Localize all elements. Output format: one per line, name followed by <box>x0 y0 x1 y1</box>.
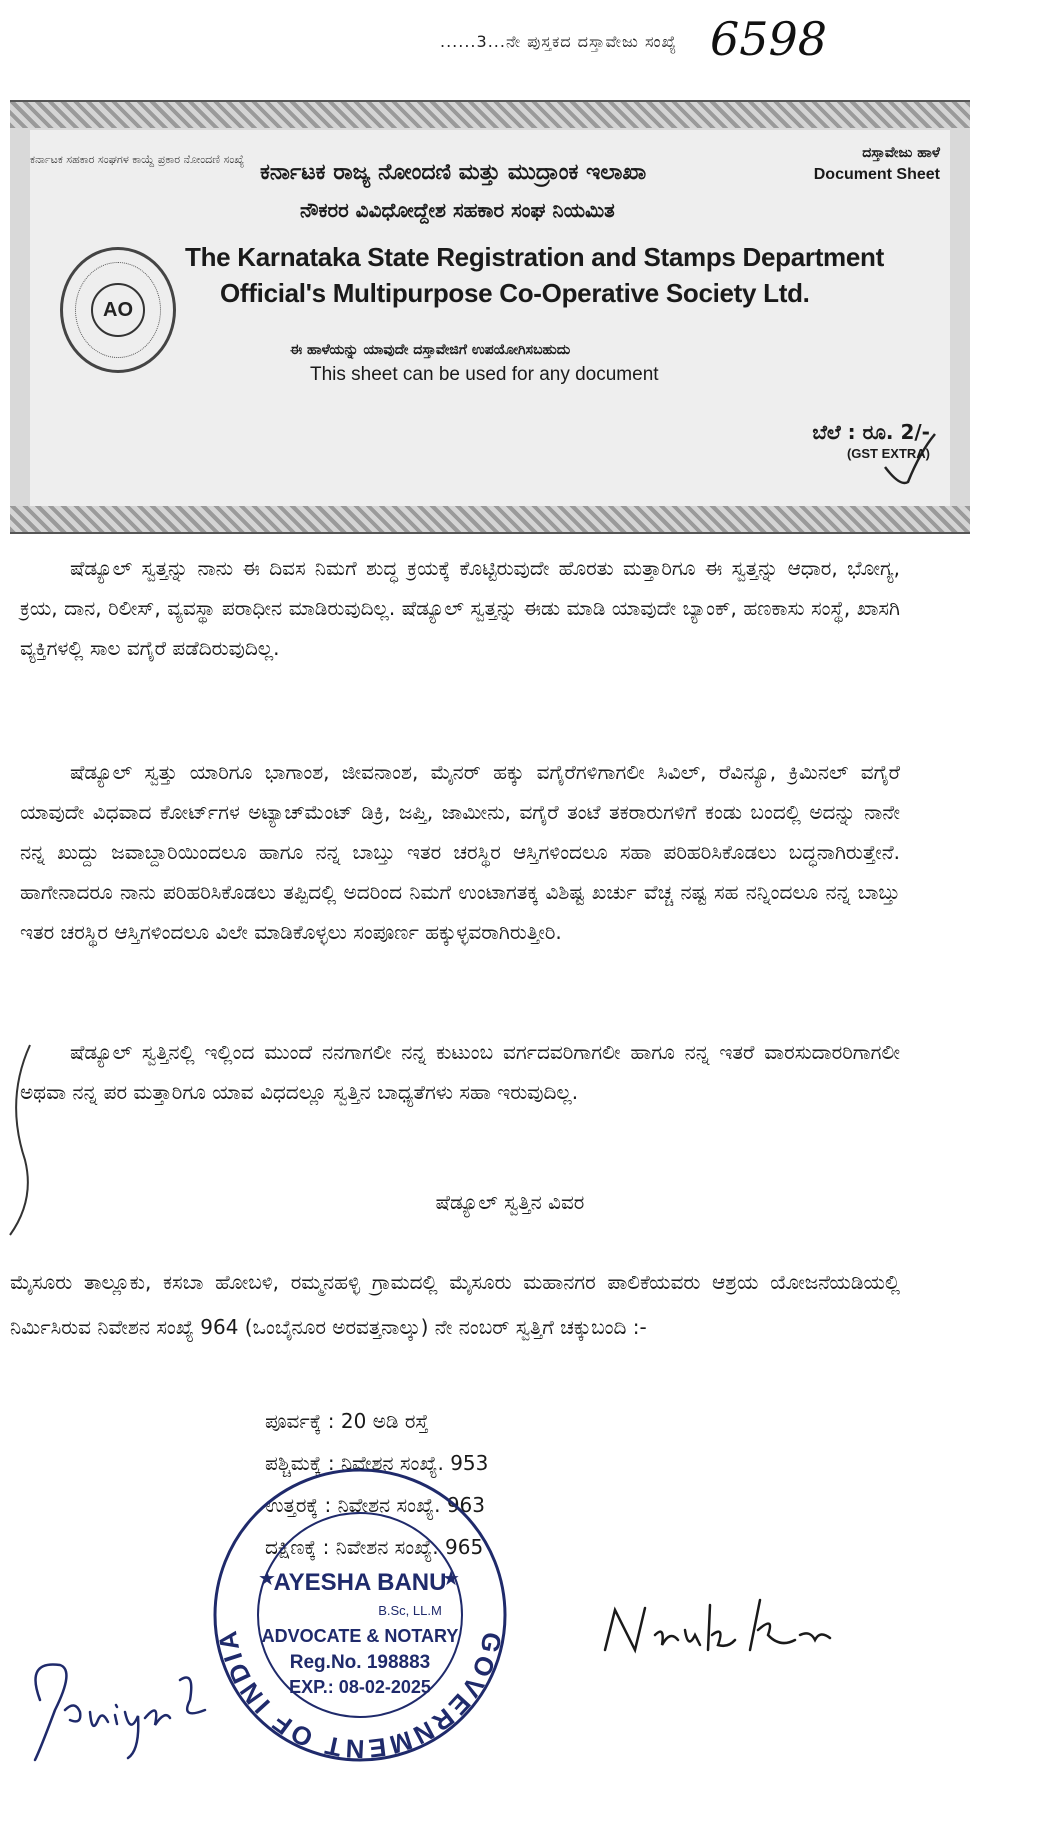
margin-bracket-icon <box>0 1040 40 1240</box>
handwritten-document-number <box>440 12 860 78</box>
document-sheet-header <box>10 100 970 534</box>
notary-reg: Reg.No. 198883 <box>289 1652 431 1673</box>
paragraph-3: ಷೆಡ್ಯೂಲ್ ಸ್ವತ್ತಿನಲ್ಲಿ ಇಲ್ಲಿಂದ ಮುಂದೆ ನನಗಾಗಲೀ ನನ್ನ ಕುಟುಂಬ ವರ್ಗದವರಿಗಾಗಲೀ ಹಾಗೂ ನನ್ನ ಇತರೆ ವಾರಸುದಾರರಿಗಾಗಲೀ ಅಥವಾ ನನ್ನ ಪರ ಮತ್ತಾರಿಗೂ ಯಾವ ವಿಧದಲ್ಲೂ ಸ್ವತ್ತಿನ ಬಾಧ್ಯತೆಗಳು ಸಹಾ ಇರುವುದಿಲ್ಲ. <box>20 1040 900 1104</box>
stamp-ring-text: GOVERNMENT OF INDIA <box>211 1625 508 1765</box>
notary-expiry: EXP.: 08-02-2025 <box>289 1677 431 1697</box>
title-kannada-2: ನೌಕರರ ವಿವಿಧೋದ್ದೇಶ ಸಹಕಾರ ಸಂಘ ನಿಯಮಿತ <box>300 198 615 222</box>
boundary-label: ಪೂರ್ವಕ್ಕೆ : <box>265 1409 335 1433</box>
paragraph-2: ಷೆಡ್ಯೂಲ್ ಸ್ವತ್ತು ಯಾರಿಗೂ ಭಾಗಾಂಶ, ಜೀವನಾಂಶ, ಮೈನರ್ ಹಕ್ಕು ವಗೈರೆಗಳಿಗಾಗಲೀ ಸಿವಿಲ್, ರೆವಿನ್ಯೂ, ಕ್ರಿಮಿನಲ್ ವಗೈರೆ ಯಾವುದೇ ವಿಧವಾದ ಕೋರ್ಟ್‌ಗಳ ಅಟ್ಯಾಚ್‌ಮೆಂಟ್ ಡಿಕ್ರಿ, ಜಪ್ತಿ, ಜಾಮೀನು, ವಗೈರೆ ತಂಟೆ ತಕರಾರುಗಳಿಗೆ ಕಂಡು ಬಂದಲ್ಲಿ ಅದನ್ನು ನಾನೇ ನನ್ನ ಖುದ್ದು ಜವಾಬ್ದಾರಿಯಿಂದಲೂ ಹಾಗೂ ನನ್ನ ಬಾಬ್ತು ಇತರ ಚರಸ್ಥಿರ ಆಸ್ತಿಗಳಿಂದಲೂ ಸಹಾ ಪರಿಹರಿಸಿಕೊಡಲು ಬದ್ಧನಾಗಿರುತ್ತೇನೆ. ಹಾಗೇನಾದರೂ ನಾನು ಪರಿಹರಿಸಿಕೊಡಲು ತಪ್ಪಿದಲ್ಲಿ ಅದರಿಂದ ನಿಮಗೆ ಉಂಟಾಗತಕ್ಕ ವಿಶಿಷ್ಟ ಖರ್ಚು ವೆಚ್ಚ ನಷ್ಟ ಸಹ ನನ್ನಿಂದಲೂ ನನ್ನ ಬಾಬ್ತು ಇತರ ಚರಸ್ಥಿರ ಆಸ್ತಿಗಳಿಂದಲೂ ವಿಲೇ ಮಾಡಿಕೊಳ್ಳಲು ಸಂಪೂರ್ಣ ಹಕ್ಕುಳ್ಳವರಾಗಿರುತ್ತೀರಿ. <box>20 760 900 944</box>
notary-degree: B.Sc, LL.M <box>378 1603 442 1618</box>
usage-note-en: This sheet can be used for any document <box>310 364 659 385</box>
title-kannada-1: ಕರ್ನಾಟಕ ರಾಜ್ಯ ನೋಂದಣಿ ಮತ್ತು ಮುದ್ರಾಂಕ ಇಲಾಖಾ <box>260 160 647 185</box>
hatch-border-bottom <box>10 506 970 532</box>
handwritten-number: 6598 <box>710 12 828 66</box>
notary-stamp <box>210 1460 510 1770</box>
gst-note: (GST EXTRA) <box>846 446 930 461</box>
notary-name: AYESHA BANU <box>273 1569 447 1596</box>
boundary-value: ನಿವೇಶನ ಸಂಖ್ಯೆ. 953 <box>340 1451 489 1475</box>
boundary-label: ಪಶ್ಚಿಮಕ್ಕೆ : <box>265 1451 335 1475</box>
boundary-east <box>265 1400 765 1442</box>
paragraph-1: ಷೆಡ್ಯೂಲ್ ಸ್ವತ್ತನ್ನು ನಾನು ಈ ದಿವಸ ನಿಮಗೆ ಶುದ್ಧ ಕ್ರಯಕ್ಕೆ ಕೊಟ್ಟಿರುವುದೇ ಹೊರತು ಮತ್ತಾರಿಗೂ ಈ ಸ್ವತ್ತನ್ನು ಆಧಾರ, ಭೋಗ್ಯ, ಕ್ರಯ, ದಾನ, ರಿಲೀಸ್, ವ್ಯವಸ್ಥಾ ಪರಾಧೀನ ಮಾಡಿರುವುದಿಲ್ಲ. ಷೆಡ್ಯೂಲ್ ಸ್ವತ್ತನ್ನು ಈಡು ಮಾಡಿ ಯಾವುದೇ ಬ್ಯಾಂಕ್, ಹಣಕಾಸು ಸಂಸ್ಥೆ, ಖಾಸಗಿ ವ್ಯಕ್ತಿಗಳಲ್ಲಿ ಸಾಲ ವಗೈರೆ ಪಡೆದಿರುವುದಿಲ್ಲ. <box>20 556 900 660</box>
price-label: ಬೆಲೆ : ರೂ. 2/- <box>812 420 930 444</box>
document-sheet-label-en: Document Sheet <box>813 166 940 183</box>
seal-ring <box>75 262 161 358</box>
signature-right <box>600 1590 840 1670</box>
signature-left <box>20 1640 220 1770</box>
boundary-value: 20 ಅಡಿ ರಸ್ತೆ <box>340 1409 429 1433</box>
registration-note: ಕರ್ನಾಟಕ ಸಹಕಾರ ಸಂಘಗಳ ಕಾಯ್ದೆ ಪ್ರಕಾರ ನೋಂದಣಿ ಸಂಖ್ಯೆ <box>30 153 245 166</box>
document-sheet-label-kn: ದಸ್ತಾವೇಜು ಹಾಳೆ <box>862 145 940 161</box>
schedule-heading: ಷೆಡ್ಯೂಲ್ ಸ್ವತ್ತಿನ ವಿವರ <box>435 1190 585 1214</box>
title-english-1: The Karnataka State Registration and Stamps Department <box>185 242 884 272</box>
book-number-stub: ......3...ನೇ ಪುಸ್ತಕದ ದಸ್ತಾವೇಜು ಸಂಖ್ಯೆ <box>440 32 678 51</box>
boundary-value: ನಿವೇಶನ ಸಂಖ್ಯೆ. 963 <box>337 1493 486 1517</box>
seal-text: AO <box>91 283 145 337</box>
star-icon: ★ <box>258 1566 276 1590</box>
star-icon: ★ <box>442 1566 460 1590</box>
ao-seal <box>60 247 176 373</box>
notary-title: ADVOCATE & NOTARY <box>261 1626 459 1646</box>
boundary-label: ದಕ್ಷಿಣಕ್ಕೆ : <box>265 1535 330 1559</box>
boundary-value: ನಿವೇಶನ ಸಂಖ್ಯೆ. 965 <box>335 1535 484 1559</box>
boundary-label: ಉತ್ತರಕ್ಕೆ : <box>265 1493 332 1517</box>
hatch-border-top <box>10 102 970 128</box>
title-english-2: Official's Multipurpose Co-Operative Society Ltd. <box>220 278 810 308</box>
schedule-description: ಮೈಸೂರು ತಾಲ್ಲೂಕು, ಕಸಬಾ ಹೋಬಳಿ, ರಮ್ಮನಹಳ್ಳಿ ಗ್ರಾಮದಲ್ಲಿ ಮೈಸೂರು ಮಹಾನಗರ ಪಾಲಿಕೆಯವರು ಆಶ್ರಯ ಯೋಜನೆಯಡಿಯಲ್ಲಿ ನಿರ್ಮಿಸಿರುವ ನಿವೇಶನ ಸಂಖ್ಯೆ 964 (ಒಂಬೈನೂರ ಅರವತ್ತನಾಲ್ಕು) ನೇ ನಂಬರ್ ಸ್ವತ್ತಿಗೆ ಚಕ್ಕುಬಂದಿ :- <box>10 1270 900 1339</box>
usage-note-kn: ಈ ಹಾಳೆಯನ್ನು ಯಾವುದೇ ದಸ್ತಾವೇಜಿಗೆ ಉಪಯೋಗಿಸಬಹುದು <box>290 342 571 358</box>
